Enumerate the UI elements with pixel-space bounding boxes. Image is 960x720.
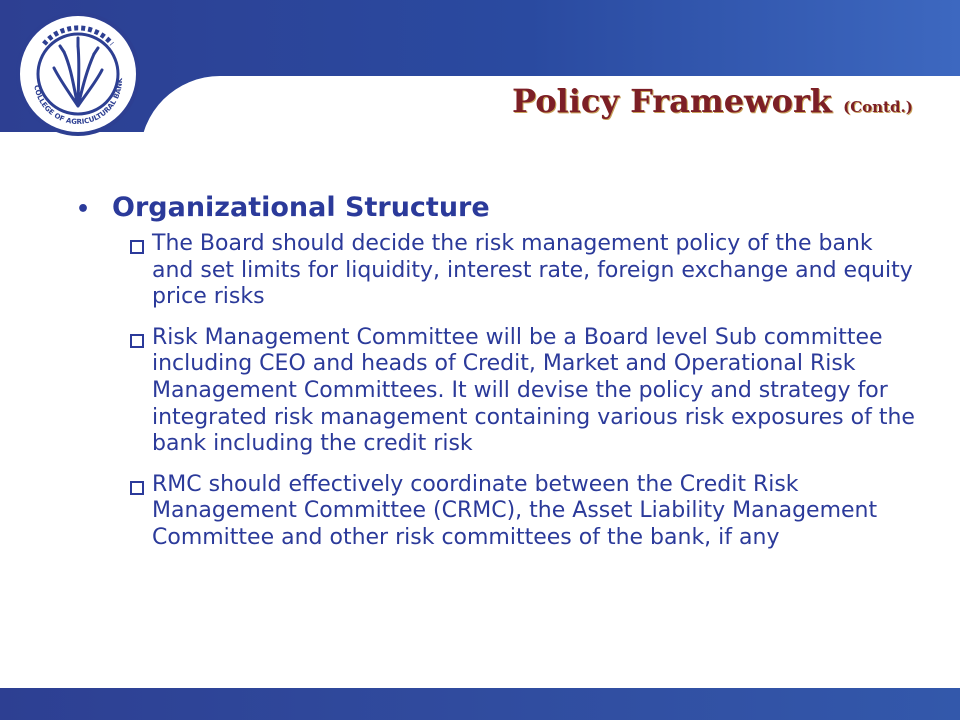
checkbox-bullet-icon bbox=[130, 329, 152, 356]
sub-bullet-list bbox=[130, 231, 920, 552]
section-heading: Organizational Structure bbox=[112, 192, 490, 223]
slide-content bbox=[76, 192, 936, 566]
list-item bbox=[130, 231, 920, 311]
checkbox-bullet-icon bbox=[130, 476, 152, 503]
svg-text:COLLEGE OF AGRICULTURAL BANKIN: COLLEGE OF AGRICULTURAL BANK bbox=[32, 77, 125, 127]
list-item-text: The Board should decide the risk management policy of the bank and set limits for liquidity, interest rate, foreign exchange and equity price risks bbox=[152, 231, 913, 310]
title-contd: (Contd.) bbox=[843, 98, 913, 116]
college-emblem-icon bbox=[14, 10, 142, 138]
list-item-text: RMC should effectively coordinate between the Credit Risk Management Committee (CRMC), the Asset Liability Management Committee and other risk committees of the bank, if any bbox=[152, 471, 878, 550]
checkbox-bullet-icon bbox=[130, 235, 152, 262]
list-item-text: Risk Management Committee will be a Board level Sub committee including CEO and heads of Credit, Market and Operational Risk Management Committees. It will devise the policy and strategy for integrated risk management containing various risk exposures of the bank including the credit risk bbox=[152, 324, 915, 457]
title-main: Policy Framework bbox=[512, 82, 832, 120]
list-item bbox=[130, 472, 920, 552]
dot-bullet-icon: • bbox=[76, 197, 91, 222]
list-item bbox=[130, 325, 920, 458]
section-bullet bbox=[76, 192, 936, 223]
slide-title bbox=[512, 82, 913, 120]
footer-band bbox=[0, 688, 960, 720]
